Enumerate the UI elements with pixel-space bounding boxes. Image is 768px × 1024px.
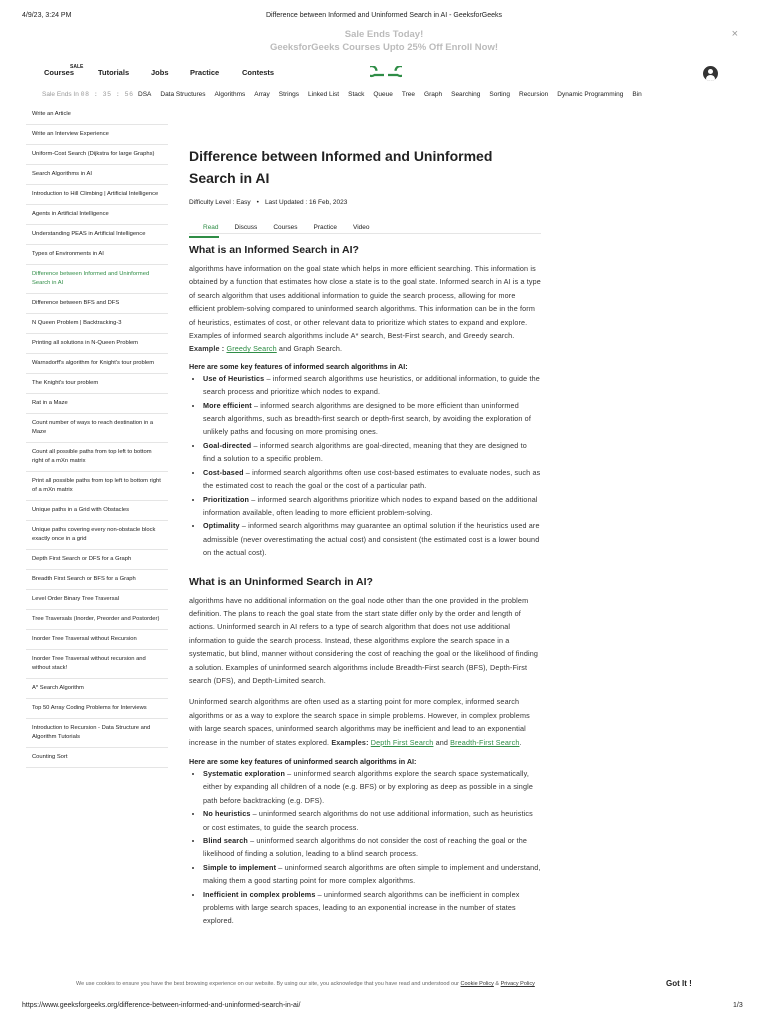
sidebar-item[interactable]: Top 50 Array Coding Problems for Interviews: [26, 699, 168, 719]
feature-desc: – informed search algorithms may guarantee an optimal solution if the heuristics used are admissible (never overestimating the actual cost) and consistent (the estimated cost is a lower bound on the actual cost).: [203, 521, 540, 558]
feature-desc: – informed search algorithms prioritize which nodes to expand based on the additional information available, often leading to more efficient problem-solving.: [203, 494, 538, 517]
topic-link[interactable]: Data Structures: [160, 91, 206, 98]
feature-term: Systematic exploration: [203, 769, 285, 778]
breadth-first-search-link[interactable]: Breadth-First Search: [450, 737, 520, 747]
sidebar-item[interactable]: Depth First Search or DFS for a Graph: [26, 550, 168, 570]
cookie-message: We use cookies to ensure you have the best browsing experience on our website. By using our site, you acknowledge that you have read and understood our: [76, 981, 459, 987]
print-datetime: 4/9/23, 3:24 PM: [22, 12, 72, 19]
uninformed-search-heading: What is an Uninformed Search in AI?: [189, 575, 373, 588]
last-updated: Last Updated : 16 Feb, 2023: [264, 199, 348, 206]
sidebar-item[interactable]: Unique paths covering every non-obstacle block exactly once in a grid: [26, 521, 168, 550]
uninformed-search-paragraph-2: Uninformed search algorithms are often used as a starting point for more complex, informed search algorithms or as a way to explore the search space in simple problems. However, in complex problems with large search spaces, uninformed search algorithms may be inefficient and lead to an exponential increase in the number of states explored. Examples: Depth First Search and Breadth-First Search.: [189, 697, 530, 747]
cookie-amp: &: [495, 981, 500, 987]
sidebar-item[interactable]: Write an Article: [26, 105, 168, 125]
sale-banner-line1: Sale Ends Today!: [344, 29, 424, 40]
sidebar-item[interactable]: Difference between Informed and Uninformed Search in AI: [26, 265, 168, 294]
feature-desc: – uninformed search algorithms explore the search space systematically, either by expanding all children of a node (e.g. BFS) or by exploring as deep as possible in a single path before backtracking (e.g. DFS).: [203, 769, 533, 805]
sale-countdown: [42, 91, 133, 98]
sidebar-item[interactable]: Agents in Artificial Intelligence: [26, 205, 168, 225]
feature-term: More efficient: [203, 400, 252, 410]
greedy-search-link[interactable]: Greedy Search: [226, 344, 277, 354]
informed-search-paragraph: [189, 262, 541, 356]
feature-item: [203, 834, 541, 861]
feature-desc: – uninformed search algorithms do not use additional information, such as heuristics or cost estimates, to guide the search process.: [203, 809, 533, 832]
feature-item: [203, 399, 541, 439]
topic-link[interactable]: DSA: [138, 91, 152, 98]
feature-item: [203, 439, 541, 466]
article-meta: Difficulty Level : Easy • Last Updated : 16 Feb, 2023: [189, 199, 348, 206]
print-page-number: 1/3: [733, 1002, 743, 1009]
topic-link[interactable]: Stack: [348, 91, 365, 98]
feature-item: [203, 767, 541, 807]
print-url: https://www.geeksforgeeks.org/difference-between-informed-and-uninformed-search-in-ai/: [22, 1002, 301, 1009]
sidebar-item[interactable]: Unique paths in a Grid with Obstacles: [26, 501, 168, 521]
user-avatar-icon[interactable]: [703, 66, 718, 81]
topic-list: [138, 91, 651, 98]
feature-desc: – uninformed search algorithms do not consider the cost of reaching the goal or the likelihood of finding a solution, leading to a blind search process.: [203, 836, 528, 859]
tab-read[interactable]: Read: [189, 220, 219, 238]
informed-features-list: [203, 372, 541, 560]
feature-item: [203, 493, 541, 520]
sidebar-item[interactable]: Counting Sort: [26, 748, 168, 768]
sale-banner-line2[interactable]: GeeksforGeeks Courses Upto 25% Off Enroll Now!: [269, 42, 499, 53]
topic-link[interactable]: Dynamic Programming: [557, 91, 624, 98]
sale-banner[interactable]: [0, 28, 768, 60]
feature-term: Use of Heuristics: [203, 373, 265, 383]
feature-term: Optimality: [203, 521, 240, 531]
sidebar-item[interactable]: Difference between BFS and DFS: [26, 294, 168, 314]
topic-link[interactable]: Graph: [424, 91, 443, 98]
difficulty-level: Difficulty Level : Easy: [189, 199, 251, 206]
sidebar: [26, 105, 168, 768]
article: [189, 145, 541, 928]
tab-video[interactable]: Video: [353, 224, 370, 231]
sidebar-item[interactable]: Write an Interview Experience: [26, 125, 168, 145]
feature-term: Prioritization: [203, 494, 250, 504]
feature-item: [203, 861, 541, 888]
sidebar-item[interactable]: Tree Traversals (Inorder, Preorder and Postorder): [26, 610, 168, 630]
sidebar-item[interactable]: N Queen Problem | Backtracking-3: [26, 314, 168, 334]
cookie-text: [76, 981, 535, 987]
sidebar-item[interactable]: Breadth First Search or BFS for a Graph: [26, 570, 168, 590]
print-header: [0, 0, 768, 30]
feature-desc: – informed search algorithms use heuristics, or additional information, to guide the search process and prioritize which nodes to expand.: [203, 373, 540, 397]
got-it-button[interactable]: Got It !: [666, 979, 692, 988]
topic-link[interactable]: Linked List: [308, 91, 340, 98]
tab-practice[interactable]: Practice: [313, 224, 338, 231]
sidebar-item[interactable]: Search Algorithms in AI: [26, 165, 168, 185]
example-label: Example :: [189, 344, 225, 354]
feature-term: Blind search: [203, 836, 248, 846]
sidebar-item[interactable]: Introduction to Hill Climbing | Artificial Intelligence: [26, 185, 168, 205]
top-navigation: [0, 62, 768, 88]
topic-link[interactable]: Searching: [451, 91, 481, 98]
print-footer: [0, 1000, 768, 1014]
topic-link[interactable]: Algorithms: [214, 91, 246, 98]
feature-term: Simple to implement: [203, 862, 277, 872]
sidebar-item[interactable]: The Knight's tour problem: [26, 374, 168, 394]
feature-term: Goal-directed: [203, 440, 252, 450]
topic-link[interactable]: Recursion: [519, 91, 549, 98]
sidebar-item[interactable]: Level Order Binary Tree Traversal: [26, 590, 168, 610]
informed-features-heading: Here are some key features of informed search algorithms in AI:: [189, 361, 408, 371]
topic-link[interactable]: Bin: [632, 91, 642, 98]
nav-contests[interactable]: Contests: [242, 68, 275, 77]
topic-link[interactable]: Sorting: [489, 91, 510, 98]
close-icon[interactable]: ×: [731, 28, 738, 40]
sidebar-item[interactable]: Printing all solutions in N-Queen Problem: [26, 334, 168, 354]
nav-courses[interactable]: Courses: [44, 68, 75, 77]
sale-tag: SALE: [70, 64, 84, 70]
sidebar-item[interactable]: Count all possible paths from top left to bottom right of a mXn matrix: [26, 443, 168, 472]
sidebar-item[interactable]: Introduction to Recursion - Data Structure and Algorithm Tutorials: [26, 719, 168, 748]
feature-desc: – informed search algorithms often use cost-based estimates to evaluate nodes, such as the estimated cost to reach the goal or the cost of a particular path.: [203, 467, 541, 491]
sidebar-item[interactable]: Uniform-Cost Search (Dijkstra for large Graphs): [26, 145, 168, 165]
feature-desc: – uninformed search algorithms can be inefficient in complex problems with large search spaces, leading to an exponential increase in the number of states explored.: [203, 889, 520, 926]
sidebar-item[interactable]: Inorder Tree Traversal without recursion and without stack!: [26, 650, 168, 679]
tab-courses[interactable]: Courses: [273, 224, 298, 231]
sidebar-item[interactable]: Inorder Tree Traversal without Recursion: [26, 630, 168, 650]
sidebar-item[interactable]: Types of Environments in AI: [26, 245, 168, 265]
print-page-title: Difference between Informed and Uninformed Search in AI - GeeksforGeeks: [265, 12, 503, 19]
sidebar-item[interactable]: A* Search Algorithm: [26, 679, 168, 699]
and-word: and: [435, 737, 449, 747]
cookie-banner: [0, 976, 768, 992]
cookie-policy-link[interactable]: Cookie Policy: [460, 981, 494, 987]
feature-term: Inefficient in complex problems: [203, 889, 316, 899]
gfg-logo-icon[interactable]: [370, 66, 402, 84]
sale-ends-label: Sale Ends In: [42, 91, 79, 98]
examples-label: Examples:: [331, 737, 369, 747]
sidebar-item[interactable]: Rat in a Maze: [26, 394, 168, 414]
feature-desc: – informed search algorithms are goal-directed, meaning that they are designed to find a solution to a specific problem.: [203, 440, 527, 464]
sidebar-item[interactable]: Count number of ways to reach destination in a Maze: [26, 414, 168, 443]
topic-link[interactable]: Array: [254, 91, 270, 98]
sidebar-item[interactable]: Print all possible paths from top left to bottom right of a mXn matrix: [26, 472, 168, 501]
privacy-policy-link[interactable]: Privacy Policy: [500, 981, 535, 987]
nav-jobs[interactable]: Jobs: [151, 68, 169, 77]
tab-discuss[interactable]: Discuss: [234, 224, 258, 231]
sale-timer: 08 : 35 : 56: [80, 91, 134, 98]
uninformed-search-paragraph-1: algorithms have no additional information on the goal node other than the one provided in the problem definition. The plans to reach the goal state from the start state differ only by the order and length of actions. Uninformed search in AI refers to a type of search algorithm that does not use additional information to guide the search process. Instead, these algorithms explore the search space in a systematic, but blind, manner without considering the cost of reaching the goal or the likelihood of finding a solution. Examples of uninformed search algorithms include Breadth-First search (BFS), Depth-First search (DFS), and Depth-Limited search.: [189, 595, 539, 685]
feature-item: [203, 807, 541, 834]
feature-desc: – informed search algorithms are designed to be more efficient than uninformed search algorithms, such as breadth-first search or depth-first search, by avoiding the exploration of unlikely paths and focusing on more promising ones.: [203, 400, 531, 437]
informed-search-heading: What is an Informed Search in AI?: [189, 244, 359, 256]
feature-term: Cost-based: [203, 467, 244, 477]
feature-term: No heuristics: [203, 809, 251, 819]
topic-link[interactable]: Strings: [278, 91, 300, 98]
uninformed-features-list: [203, 767, 541, 928]
informed-search-text: algorithms have information on the goal state which helps in more efficient searching. This information is obtained by a function that estimates how close a state is to the goal state. Informed search in AI is a type of search algorithm that uses additional information to guide the search process, allowing for more efficient problem-solving compared to uninformed search algorithms. This information can be in the form of heuristics, estimates of cost, or other relevant data to prioritize which states to expand and explore. Examples of informed search algorithms include A* search, Best-First search, and Greedy search.: [189, 264, 541, 341]
depth-first-search-link[interactable]: Depth First Search: [370, 737, 434, 747]
nav-practice[interactable]: Practice: [190, 68, 220, 77]
feature-item: [203, 466, 541, 493]
feature-item: [203, 519, 541, 559]
feature-item: [203, 888, 541, 928]
uninformed-features-heading: Here are some key features of uninformed search algorithms in AI:: [189, 757, 417, 766]
topic-link[interactable]: Tree: [401, 91, 416, 98]
feature-item: [203, 372, 541, 399]
article-tabs: [189, 216, 541, 234]
topic-link[interactable]: Queue: [373, 91, 393, 98]
article-title: Difference between Informed and Uninformed Search in AI: [189, 148, 493, 186]
informed-search-tail: and Graph Search.: [278, 344, 343, 354]
feature-desc: – uninformed search algorithms are often simple to implement and understand, making them a good starting point for more complex algorithms.: [203, 862, 541, 886]
topic-bar: [0, 88, 768, 102]
sidebar-item[interactable]: Understanding PEAS in Artificial Intelligence: [26, 225, 168, 245]
sidebar-item[interactable]: Warnsdorff's algorithm for Knight's tour problem: [26, 354, 168, 374]
nav-tutorials[interactable]: Tutorials: [98, 68, 130, 77]
uninformed-search-text: Uninformed search algorithms are often used as a starting point for more complex, informed search algorithms or as a way to explore the search space in simple problems. However, in complex problems with large search spaces, uninformed search algorithms may be inefficient and lead to an exponential increase in the number of states explored.: [189, 697, 530, 747]
